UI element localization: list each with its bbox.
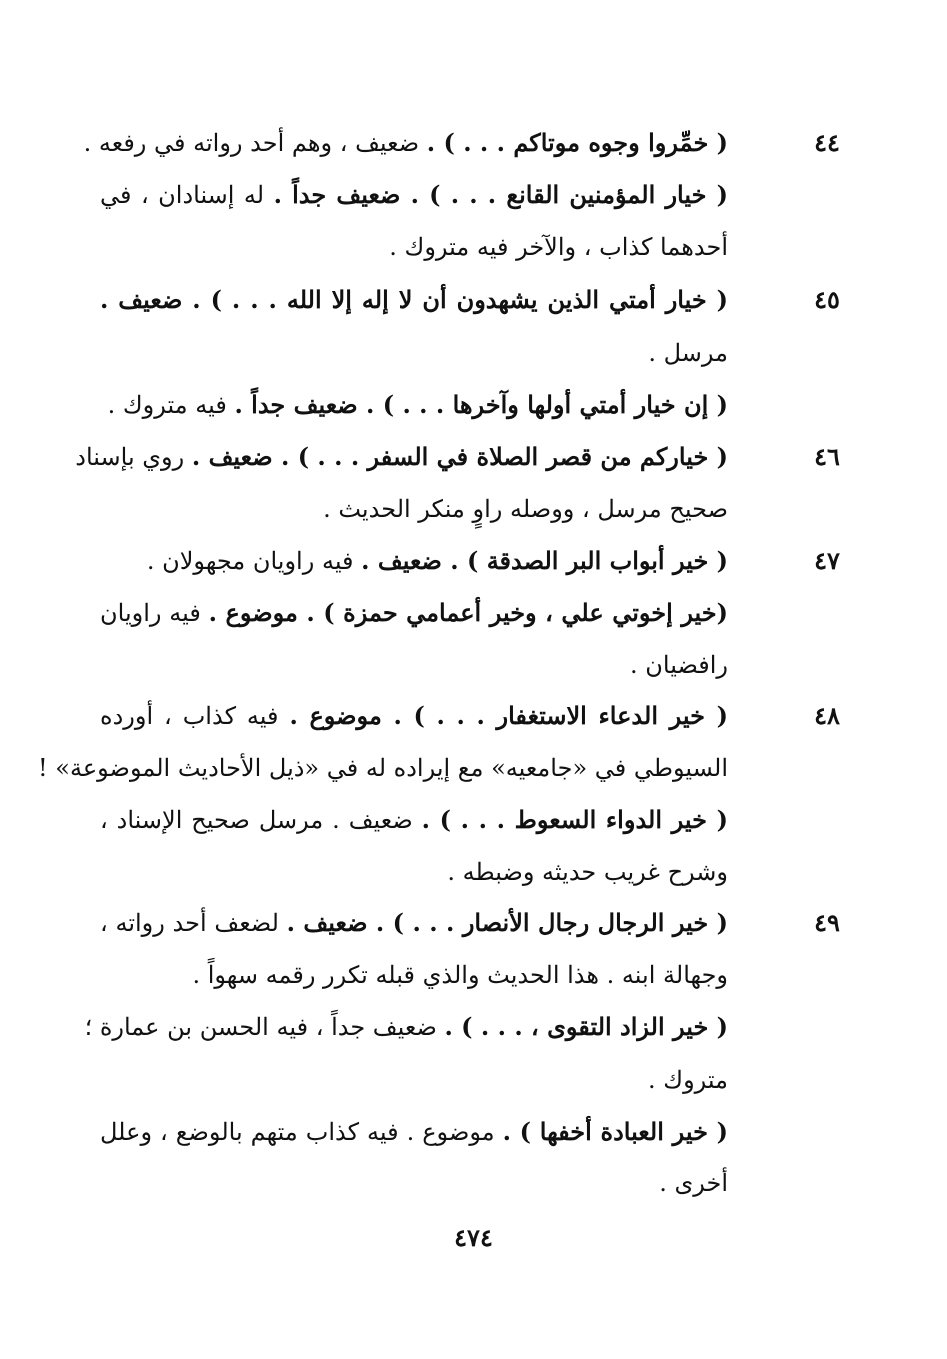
entry-number-46: ٤٦: [814, 442, 840, 471]
commentary-text: مرسل .: [648, 339, 728, 367]
text-line: [84, 1007, 728, 1047]
text-line: [100, 1060, 728, 1100]
commentary-text: ضعيف جداً ، فيه الحسن بن عمارة ؛: [84, 1013, 445, 1041]
text-line: [100, 541, 728, 581]
text-line: [100, 1163, 728, 1203]
bold-hadith-text: ( خمِّروا وجوه موتاكم . . . ) .: [426, 128, 728, 157]
text-line: [100, 955, 728, 995]
text-line: [100, 280, 728, 320]
commentary-text: لضعف أحد رواته ،: [100, 909, 287, 937]
text-line: [100, 593, 728, 633]
commentary-text: فيه راويان مجهولان .: [146, 547, 362, 575]
commentary-text: ضعيف . مرسل صحيح الإسناد ،: [100, 806, 422, 834]
text-line: [100, 800, 728, 840]
commentary-text: روي بإسناد: [75, 443, 192, 471]
bold-hadith-text: ( إن خيار أمتي أولها وآخرها . . . ) . ضعيف جداً .: [234, 390, 728, 419]
bold-hadith-text: ( خيار المؤمنين القانع . . . ) . ضعيف جداً .: [273, 180, 728, 209]
commentary-text: متروك .: [648, 1066, 728, 1094]
bold-hadith-text: ( خير الدواء السعوط . . . ) .: [421, 805, 728, 834]
commentary-text: وجهالة ابنه . هذا الحديث والذي قبله تكرر رقمه سهواً .: [192, 961, 728, 989]
commentary-text: السيوطي في «جامعيه» مع إيراده له في «ذيل الأحاديث الموضوعة» !: [38, 754, 728, 782]
text-line: [83, 123, 728, 163]
text-line: [75, 437, 728, 477]
bold-hadith-text: ( خير أبواب البر الصدقة ) . ضعيف .: [361, 546, 728, 575]
page-number: ٤٧٤: [454, 1223, 493, 1252]
commentary-text: ضعيف ، وهم أحد رواته في رفعه .: [83, 129, 427, 157]
commentary-text: رافضيان .: [630, 651, 728, 679]
commentary-text: أخرى .: [659, 1169, 728, 1197]
bold-hadith-text: ( خير الدعاء الاستغفار . . . ) . موضوع .: [289, 701, 728, 730]
commentary-text: أحدهما كذاب ، والآخر فيه متروك .: [389, 233, 728, 261]
bold-hadith-text: ( خيار أمتي الذين يشهدون أن لا إله إلا الله . . . ) . ضعيف .: [100, 285, 728, 314]
commentary-text: موضوع . فيه كذاب متهم بالوضع ، وعلل: [100, 1118, 503, 1146]
bold-hadith-text: ( خياركم من قصر الصلاة في السفر . . . ) . ضعيف .: [191, 442, 728, 471]
entry-number-48: ٤٨: [814, 701, 840, 730]
commentary-text: صحيح مرسل ، ووصله راوٍ منكر الحديث .: [323, 495, 728, 523]
bold-hadith-text: ( خير الرجال رجال الأنصار . . . ) . ضعيف .: [286, 908, 728, 937]
commentary-text: له إسنادان ، في: [100, 181, 274, 209]
entry-number-47: ٤٧: [814, 546, 840, 575]
text-line: [100, 696, 728, 736]
text-line: [100, 333, 728, 373]
text-line: [100, 1112, 728, 1152]
commentary-text: وشرح غريب حديثه وضبطه .: [447, 858, 728, 886]
text-line: [100, 489, 728, 529]
text-line: [100, 645, 728, 685]
bold-hadith-text: (خير إخوتي علي ، وخير أعمامي حمزة ) . موضوع .: [208, 598, 728, 627]
entry-number-44: ٤٤: [814, 128, 840, 157]
commentary-text: فيه كذاب ، أورده: [100, 702, 290, 730]
commentary-text: فيه راويان: [100, 599, 209, 627]
entry-number-45: ٤٥: [814, 285, 840, 314]
entry-number-49: ٤٩: [814, 908, 840, 937]
commentary-text: فيه متروك .: [107, 391, 235, 419]
text-line: [38, 748, 728, 788]
text-line: [100, 227, 728, 267]
text-line: [100, 175, 728, 215]
text-line: [100, 385, 728, 425]
text-line: [100, 852, 728, 892]
bold-hadith-text: ( خير العبادة أخفها ) .: [502, 1117, 728, 1146]
text-line: [100, 903, 728, 943]
bold-hadith-text: ( خير الزاد التقوى ، . . . ) .: [444, 1012, 728, 1041]
